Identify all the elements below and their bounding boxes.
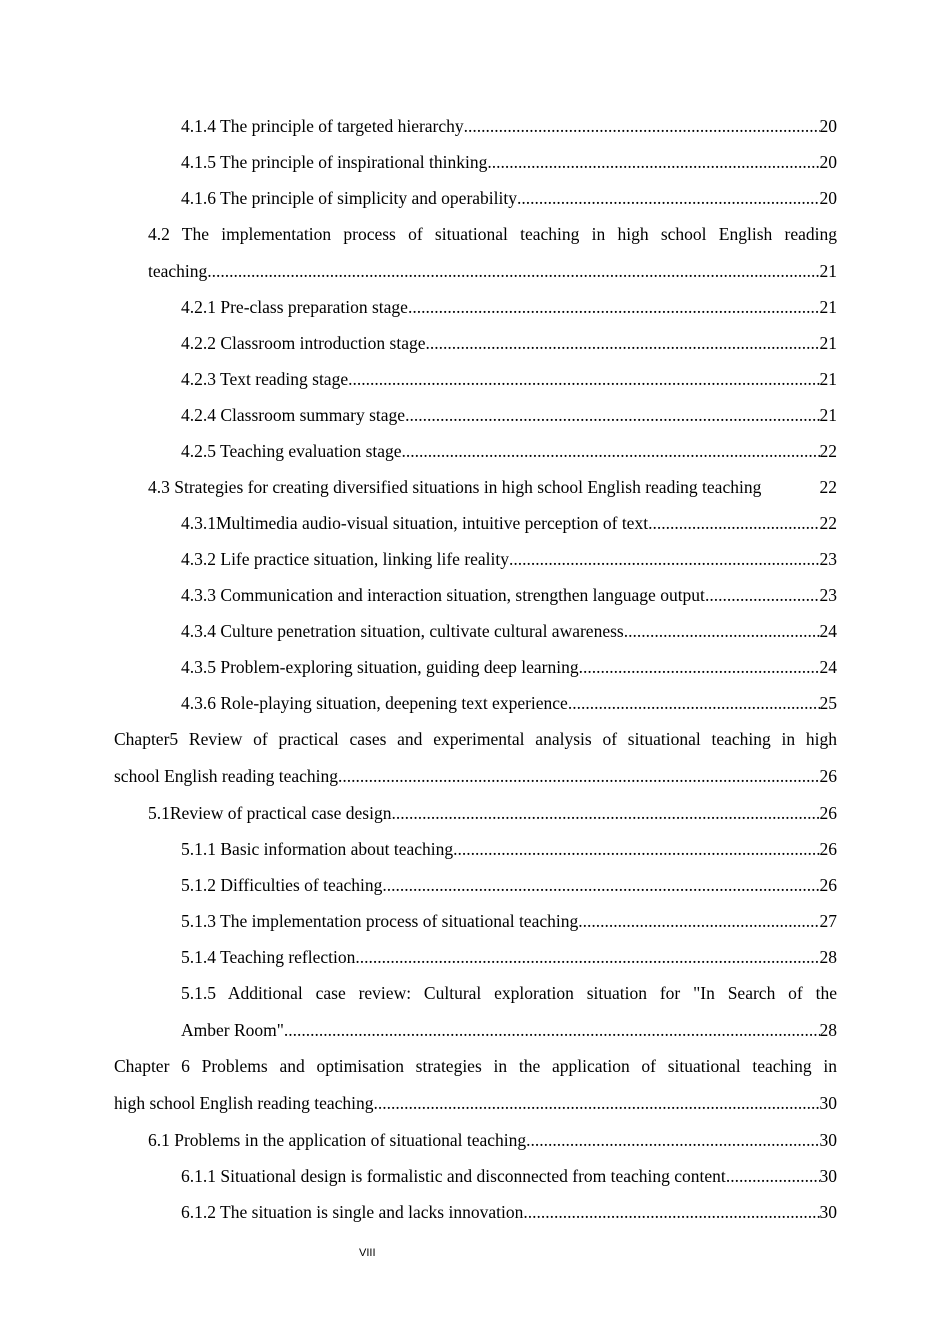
toc-entry-title: 4.1.4 The principle of targeted hierarchy bbox=[181, 116, 464, 136]
toc-entry[interactable] bbox=[181, 867, 837, 903]
toc-entry[interactable] bbox=[181, 831, 837, 867]
toc-entry-title: 4.2.4 Classroom summary stage bbox=[181, 405, 406, 425]
toc-entry-title-line: Chapter5 Review of practical cases and experimental analysis of situational teaching in high bbox=[114, 729, 837, 749]
dot-leader bbox=[705, 577, 820, 613]
toc-entry-title: 4.2.3 Text reading stage bbox=[181, 369, 349, 389]
toc-entry[interactable] bbox=[181, 325, 837, 361]
toc-entry[interactable] bbox=[148, 1122, 837, 1158]
toc-entry[interactable] bbox=[181, 685, 837, 721]
toc-entry-title: 4.1.5 The principle of inspirational thinking bbox=[181, 152, 488, 172]
toc-entry-title: 4.1.6 The principle of simplicity and operability bbox=[181, 188, 517, 208]
toc-entry-page: 22 bbox=[819, 477, 837, 497]
toc-entry-page: 28 bbox=[819, 947, 837, 967]
toc-entry-title: 4.3.1Multimedia audio-visual situation, intuitive perception of text bbox=[181, 513, 649, 533]
dot-leader bbox=[374, 1085, 820, 1122]
toc-entry-page: 22 bbox=[819, 441, 837, 461]
toc-entry[interactable] bbox=[114, 721, 837, 795]
toc-entry-page: 22 bbox=[819, 513, 837, 533]
toc-entry[interactable] bbox=[181, 541, 837, 577]
toc-entry[interactable] bbox=[181, 361, 837, 397]
toc-entry-title: Amber Room" bbox=[181, 1020, 284, 1040]
table-of-contents bbox=[114, 108, 837, 1230]
toc-entry-page: 30 bbox=[819, 1093, 837, 1113]
toc-entry-title: 4.2.5 Teaching evaluation stage bbox=[181, 441, 402, 461]
toc-entry-title: 4.3.3 Communication and interaction situation, strengthen language output bbox=[181, 585, 705, 605]
toc-entry-title: 4.3.6 Role-playing situation, deepening text experience bbox=[181, 693, 568, 713]
toc-entry-page: 21 bbox=[819, 405, 837, 425]
toc-entry-page: 21 bbox=[819, 297, 837, 317]
toc-entry[interactable] bbox=[181, 577, 837, 613]
toc-entry-page: 28 bbox=[819, 1020, 837, 1040]
toc-entry-page: 23 bbox=[819, 549, 837, 569]
toc-entry[interactable] bbox=[181, 613, 837, 649]
toc-entry-title-line: Chapter 6 Problems and optimisation strategies in the application of situational teaching in bbox=[114, 1056, 837, 1076]
toc-entry-title: 5.1.1 Basic information about teaching bbox=[181, 839, 454, 859]
toc-entry-page: 20 bbox=[819, 116, 837, 136]
toc-entry-title-line: 5.1.5 Additional case review: Cultural exploration situation for "In Search of the bbox=[181, 983, 837, 1003]
toc-entry-page: 21 bbox=[819, 369, 837, 389]
toc-entry-title: 6.1.1 Situational design is formalistic and disconnected from teaching content bbox=[181, 1166, 726, 1186]
toc-entry-page: 26 bbox=[819, 875, 837, 895]
toc-entry-title: 4.2.1 Pre-class preparation stage bbox=[181, 297, 408, 317]
dot-leader bbox=[207, 253, 819, 289]
page-number: VIII bbox=[359, 1247, 376, 1259]
toc-entry[interactable] bbox=[181, 433, 837, 469]
toc-entry[interactable] bbox=[181, 903, 837, 939]
dot-leader bbox=[408, 289, 820, 325]
toc-entry[interactable] bbox=[181, 108, 837, 144]
toc-entry-title-line: 4.2 The implementation process of situational teaching in high school English reading bbox=[148, 224, 837, 244]
toc-entry-page: 30 bbox=[819, 1166, 837, 1186]
dot-leader bbox=[391, 795, 819, 831]
toc-entry[interactable] bbox=[181, 1158, 837, 1194]
toc-entry[interactable] bbox=[181, 289, 837, 325]
toc-entry-title: 4.3.2 Life practice situation, linking life reality bbox=[181, 549, 510, 569]
toc-entry-title: high school English reading teaching bbox=[114, 1093, 374, 1113]
toc-entry-title: 5.1Review of practical case design bbox=[148, 803, 392, 823]
toc-entry-title: 6.1.2 The situation is single and lacks innovation bbox=[181, 1202, 524, 1222]
toc-entry-title: teaching bbox=[148, 261, 208, 281]
toc-entry[interactable] bbox=[181, 975, 837, 1048]
dot-leader bbox=[382, 867, 819, 903]
dot-leader bbox=[464, 108, 820, 144]
toc-entry[interactable] bbox=[114, 1048, 837, 1122]
toc-entry-page: 24 bbox=[819, 621, 837, 641]
toc-entry-page: 26 bbox=[819, 766, 837, 786]
dot-leader bbox=[348, 361, 819, 397]
dot-leader bbox=[338, 758, 819, 795]
toc-entry[interactable] bbox=[181, 939, 837, 975]
toc-entry-title: 6.1 Problems in the application of situational teaching bbox=[148, 1130, 527, 1150]
dot-leader bbox=[284, 1012, 820, 1048]
toc-entry[interactable] bbox=[181, 1194, 837, 1230]
toc-entry-page: 30 bbox=[819, 1130, 837, 1150]
toc-entry[interactable] bbox=[148, 216, 837, 289]
toc-entry-page: 26 bbox=[819, 839, 837, 859]
toc-entry-page: 20 bbox=[819, 152, 837, 172]
toc-entry[interactable] bbox=[181, 505, 837, 541]
toc-entry-title: 4.2.2 Classroom introduction stage bbox=[181, 333, 426, 353]
toc-entry-title: 5.1.4 Teaching reflection bbox=[181, 947, 356, 967]
toc-entry-title: 4.3.5 Problem-exploring situation, guiding deep learning bbox=[181, 657, 579, 677]
toc-entry-page: 20 bbox=[819, 188, 837, 208]
toc-entry-title: 4.3 Strategies for creating diversified situations in high school English reading teaching bbox=[148, 477, 762, 497]
dot-leader bbox=[355, 939, 819, 975]
toc-entry[interactable] bbox=[181, 144, 837, 180]
toc-entry-title: 4.3.4 Culture penetration situation, cultivate cultural awareness bbox=[181, 621, 624, 641]
toc-entry[interactable] bbox=[181, 180, 837, 216]
toc-entry[interactable] bbox=[148, 795, 837, 831]
dot-leader bbox=[579, 649, 820, 685]
dot-leader bbox=[402, 433, 820, 469]
dot-leader bbox=[405, 397, 819, 433]
dot-leader bbox=[578, 903, 819, 939]
dot-leader bbox=[523, 1194, 819, 1230]
toc-entry[interactable] bbox=[181, 649, 837, 685]
toc-entry-title: 5.1.3 The implementation process of situational teaching bbox=[181, 911, 579, 931]
dot-leader bbox=[509, 541, 819, 577]
toc-entry-page: 30 bbox=[819, 1202, 837, 1222]
toc-entry-page: 21 bbox=[819, 333, 837, 353]
dot-leader bbox=[648, 505, 819, 541]
toc-entry-page: 24 bbox=[819, 657, 837, 677]
toc-entry-page: 27 bbox=[819, 911, 837, 931]
toc-entry-page: 25 bbox=[819, 693, 837, 713]
dot-leader bbox=[426, 325, 820, 361]
toc-entry-title: school English reading teaching bbox=[114, 766, 339, 786]
toc-entry-page: 21 bbox=[819, 261, 837, 281]
dot-leader bbox=[526, 1122, 819, 1158]
toc-entry-page: 26 bbox=[819, 803, 837, 823]
dot-leader bbox=[487, 144, 819, 180]
toc-entry[interactable] bbox=[148, 469, 837, 505]
dot-leader bbox=[568, 685, 820, 721]
dot-leader bbox=[453, 831, 819, 867]
dot-leader bbox=[517, 180, 820, 216]
dot-leader bbox=[624, 613, 820, 649]
toc-entry[interactable] bbox=[181, 397, 837, 433]
toc-entry-page: 23 bbox=[819, 585, 837, 605]
toc-entry-title: 5.1.2 Difficulties of teaching bbox=[181, 875, 383, 895]
dot-leader bbox=[726, 1158, 820, 1194]
